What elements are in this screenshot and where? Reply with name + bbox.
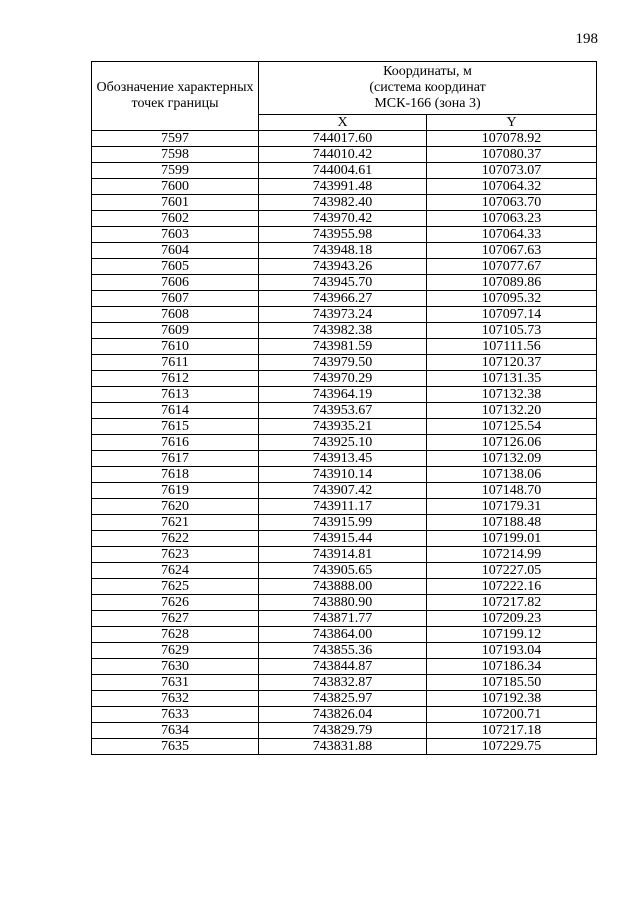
x-coordinate-cell: 744017.60 [259,131,427,147]
x-coordinate-cell: 743973.24 [259,307,427,323]
point-id-cell: 7634 [92,723,259,739]
table-row [92,387,597,403]
point-id-cell: 7608 [92,307,259,323]
x-coordinate-cell: 743943.26 [259,259,427,275]
y-coordinate-cell: 107199.12 [427,627,597,643]
table-row [92,147,597,163]
point-id-cell: 7597 [92,131,259,147]
x-coordinate-cell: 743844.87 [259,659,427,675]
table-row [92,739,597,755]
table-row [92,483,597,499]
table-row [92,259,597,275]
table-row [92,339,597,355]
header-coordinates [259,62,597,115]
point-id-cell: 7635 [92,739,259,755]
point-id-cell: 7631 [92,675,259,691]
x-coordinate-cell: 744010.42 [259,147,427,163]
point-id-cell: 7605 [92,259,259,275]
x-coordinate-cell: 743935.21 [259,419,427,435]
y-coordinate-cell: 107063.70 [427,195,597,211]
table-row [92,403,597,419]
coordinates-table [91,61,597,755]
y-coordinate-cell: 107193.04 [427,643,597,659]
y-coordinate-cell: 107080.37 [427,147,597,163]
y-coordinate-cell: 107209.23 [427,611,597,627]
table-row [92,691,597,707]
table-row [92,419,597,435]
table-row [92,243,597,259]
point-id-cell: 7600 [92,179,259,195]
header-point-label: Обозначение характерных точек границы [92,62,259,131]
point-id-cell: 7630 [92,659,259,675]
x-coordinate-cell: 743982.38 [259,323,427,339]
y-coordinate-cell: 107222.16 [427,579,597,595]
x-coordinate-cell: 743991.48 [259,179,427,195]
y-coordinate-cell: 107064.33 [427,227,597,243]
table-body [92,131,597,755]
x-coordinate-cell: 743825.97 [259,691,427,707]
header-y: Y [427,115,597,131]
point-id-cell: 7619 [92,483,259,499]
point-id-cell: 7614 [92,403,259,419]
point-id-cell: 7627 [92,611,259,627]
table-row [92,707,597,723]
y-coordinate-cell: 107217.82 [427,595,597,611]
point-id-cell: 7603 [92,227,259,243]
point-id-cell: 7618 [92,467,259,483]
y-coordinate-cell: 107073.07 [427,163,597,179]
point-id-cell: 7601 [92,195,259,211]
y-coordinate-cell: 107126.06 [427,435,597,451]
y-coordinate-cell: 107067.63 [427,243,597,259]
point-id-cell: 7611 [92,355,259,371]
point-id-cell: 7620 [92,499,259,515]
x-coordinate-cell: 743907.42 [259,483,427,499]
point-id-cell: 7616 [92,435,259,451]
point-id-cell: 7602 [92,211,259,227]
table-row [92,163,597,179]
x-coordinate-cell: 743880.90 [259,595,427,611]
table-row [92,227,597,243]
table-row [92,723,597,739]
y-coordinate-cell: 107199.01 [427,531,597,547]
x-coordinate-cell: 743945.70 [259,275,427,291]
header-coords-line-2: (система координат [369,80,486,95]
x-coordinate-cell: 743888.00 [259,579,427,595]
y-coordinate-cell: 107105.73 [427,323,597,339]
y-coordinate-cell: 107125.54 [427,419,597,435]
y-coordinate-cell: 107132.09 [427,451,597,467]
point-id-cell: 7610 [92,339,259,355]
x-coordinate-cell: 743915.44 [259,531,427,547]
table-row [92,323,597,339]
y-coordinate-cell: 107095.32 [427,291,597,307]
x-coordinate-cell: 743955.98 [259,227,427,243]
header-x: X [259,115,427,131]
y-coordinate-cell: 107077.67 [427,259,597,275]
table-row [92,451,597,467]
table-row [92,275,597,291]
table-row [92,611,597,627]
y-coordinate-cell: 107131.35 [427,371,597,387]
point-id-cell: 7613 [92,387,259,403]
point-id-cell: 7604 [92,243,259,259]
y-coordinate-cell: 107192.38 [427,691,597,707]
x-coordinate-cell: 743829.79 [259,723,427,739]
x-coordinate-cell: 743832.87 [259,675,427,691]
table-row [92,131,597,147]
y-coordinate-cell: 107097.14 [427,307,597,323]
point-id-cell: 7628 [92,627,259,643]
page-number: 198 [575,31,598,47]
point-id-cell: 7623 [92,547,259,563]
point-id-cell: 7621 [92,515,259,531]
x-coordinate-cell: 743826.04 [259,707,427,723]
point-id-cell: 7633 [92,707,259,723]
y-coordinate-cell: 107185.50 [427,675,597,691]
x-coordinate-cell: 743970.42 [259,211,427,227]
y-coordinate-cell: 107179.31 [427,499,597,515]
y-coordinate-cell: 107120.37 [427,355,597,371]
table-row [92,659,597,675]
y-coordinate-cell: 107186.34 [427,659,597,675]
y-coordinate-cell: 107132.38 [427,387,597,403]
y-coordinate-cell: 107138.06 [427,467,597,483]
point-id-cell: 7609 [92,323,259,339]
x-coordinate-cell: 743871.77 [259,611,427,627]
table-row [92,371,597,387]
x-coordinate-cell: 743966.27 [259,291,427,307]
point-id-cell: 7625 [92,579,259,595]
y-coordinate-cell: 107200.71 [427,707,597,723]
point-id-cell: 7617 [92,451,259,467]
table-row [92,195,597,211]
x-coordinate-cell: 743855.36 [259,643,427,659]
point-id-cell: 7612 [92,371,259,387]
x-coordinate-cell: 743911.17 [259,499,427,515]
point-id-cell: 7632 [92,691,259,707]
table-row [92,547,597,563]
table-row [92,467,597,483]
x-coordinate-cell: 743913.45 [259,451,427,467]
header-coords-line-3: МСК-166 (зона 3) [374,96,481,111]
x-coordinate-cell: 743964.19 [259,387,427,403]
x-coordinate-cell: 743910.14 [259,467,427,483]
y-coordinate-cell: 107063.23 [427,211,597,227]
table-row [92,499,597,515]
point-id-cell: 7622 [92,531,259,547]
x-coordinate-cell: 743864.00 [259,627,427,643]
x-coordinate-cell: 743905.65 [259,563,427,579]
table-row [92,291,597,307]
y-coordinate-cell: 107217.18 [427,723,597,739]
header-coords-line-1: Координаты, м [383,64,472,79]
table-row [92,563,597,579]
x-coordinate-cell: 743948.18 [259,243,427,259]
x-coordinate-cell: 743979.50 [259,355,427,371]
x-coordinate-cell: 743925.10 [259,435,427,451]
table-row [92,675,597,691]
x-coordinate-cell: 743914.81 [259,547,427,563]
y-coordinate-cell: 107227.05 [427,563,597,579]
x-coordinate-cell: 744004.61 [259,163,427,179]
x-coordinate-cell: 743953.67 [259,403,427,419]
table-row [92,595,597,611]
x-coordinate-cell: 743982.40 [259,195,427,211]
table-row [92,643,597,659]
table-header-row [92,62,597,115]
table-row [92,515,597,531]
y-coordinate-cell: 107148.70 [427,483,597,499]
point-id-cell: 7607 [92,291,259,307]
y-coordinate-cell: 107214.99 [427,547,597,563]
table-row [92,307,597,323]
table-row [92,531,597,547]
table-row [92,179,597,195]
table-row [92,211,597,227]
y-coordinate-cell: 107188.48 [427,515,597,531]
point-id-cell: 7598 [92,147,259,163]
table-row [92,435,597,451]
x-coordinate-cell: 743981.59 [259,339,427,355]
table-row [92,355,597,371]
y-coordinate-cell: 107132.20 [427,403,597,419]
x-coordinate-cell: 743970.29 [259,371,427,387]
x-coordinate-cell: 743915.99 [259,515,427,531]
point-id-cell: 7626 [92,595,259,611]
y-coordinate-cell: 107064.32 [427,179,597,195]
point-id-cell: 7615 [92,419,259,435]
point-id-cell: 7599 [92,163,259,179]
point-id-cell: 7629 [92,643,259,659]
y-coordinate-cell: 107078.92 [427,131,597,147]
x-coordinate-cell: 743831.88 [259,739,427,755]
point-id-cell: 7606 [92,275,259,291]
y-coordinate-cell: 107089.86 [427,275,597,291]
table-row [92,627,597,643]
y-coordinate-cell: 107111.56 [427,339,597,355]
point-id-cell: 7624 [92,563,259,579]
y-coordinate-cell: 107229.75 [427,739,597,755]
table-row [92,579,597,595]
